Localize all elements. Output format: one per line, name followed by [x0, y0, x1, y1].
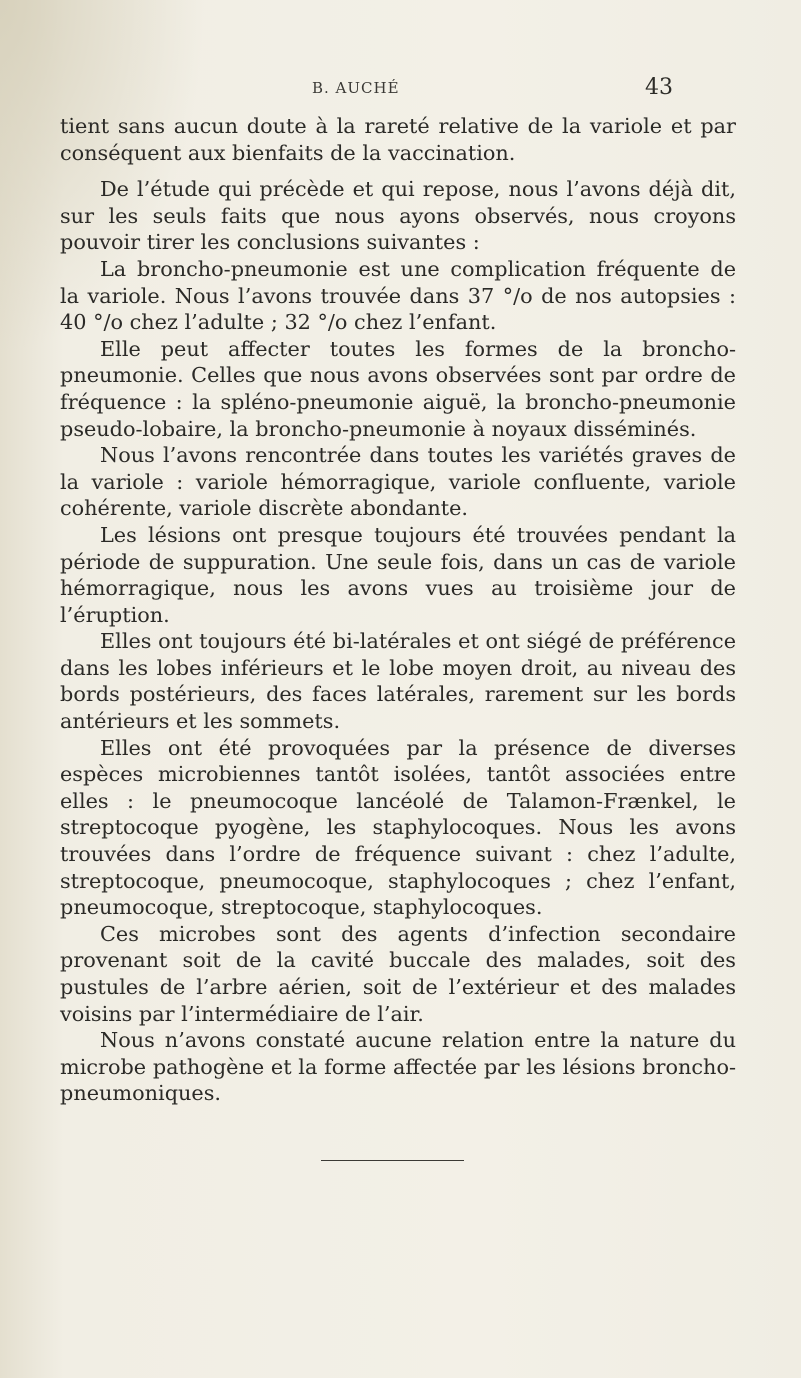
section-end-rule — [321, 1160, 464, 1161]
body-text — [60, 113, 736, 1107]
paragraph: Elle peut affecter toutes les formes de la broncho-pneumonie. Celles que nous avons observées sont par ordre de fréquence : la spléno-pneumonie aiguë, la broncho-pneumonie pseudo-lobaire, la broncho-pneumonie à noyaux disséminés. — [60, 336, 736, 441]
running-head: B. AUCHÉ — [312, 79, 400, 97]
paragraph: Ces microbes sont des agents d’infection secondaire provenant soit de la cavité buccale des malades, soit des pustules de l’arbre aérien, soit de l’extérieur et des malades voisins par l’intermédiaire de l’air. — [60, 921, 736, 1026]
paragraph: La broncho-pneumonie est une complication fréquente de la variole. Nous l’avons trouvée dans 37 °/o de nos autopsies : 40 °/o chez l’adulte ; 32 °/o chez l’enfant. — [60, 256, 736, 335]
paragraph: Les lésions ont presque toujours été trouvées pendant la période de suppuration. Une seule fois, dans un cas de variole hémorragique, nous les avons vues au troisième jour de l’éruption. — [60, 522, 736, 627]
paragraph-continuation: tient sans aucun doute à la rareté relative de la variole et par conséquent aux bienfaits de la vaccination. — [60, 114, 736, 165]
paragraph: De l’étude qui précède et qui repose, nous l’avons déjà dit, sur les seuls faits que nous ayons observés, nous croyons pouvoir tirer les conclusions suivantes : — [60, 177, 736, 255]
page-number: 43 — [645, 75, 673, 100]
page-header — [0, 75, 801, 105]
paragraph: Elles ont été provoquées par la présence de diverses espèces microbiennes tantôt isolées, tantôt associées entre elles : le pneumocoque lancéolé de Talamon-Frænkel, le streptocoque pyogène, les staphylocoques. Nous les avons trouvées dans l’ordre de fréquence suivant : chez l’adulte, streptocoque, pneumocoque, staphylocoques ; chez l’enfant, pneumocoque, streptocoque, staphylocoques. — [60, 735, 736, 920]
paragraph: Nous l’avons rencontrée dans toutes les variétés graves de la variole : variole hémorragique, variole confluente, variole cohérente, variole discrète abondante. — [60, 443, 736, 521]
paragraph: Nous n’avons constaté aucune relation entre la nature du microbe pathogène et la forme affectée par les lésions broncho-pneumoniques. — [60, 1028, 736, 1106]
paragraph: Elles ont toujours été bi-latérales et ont siégé de préférence dans les lobes inférieurs et le lobe moyen droit, au niveau des bords postérieurs, des faces latérales, rarement sur les bords antérieurs et les sommets. — [60, 629, 736, 734]
